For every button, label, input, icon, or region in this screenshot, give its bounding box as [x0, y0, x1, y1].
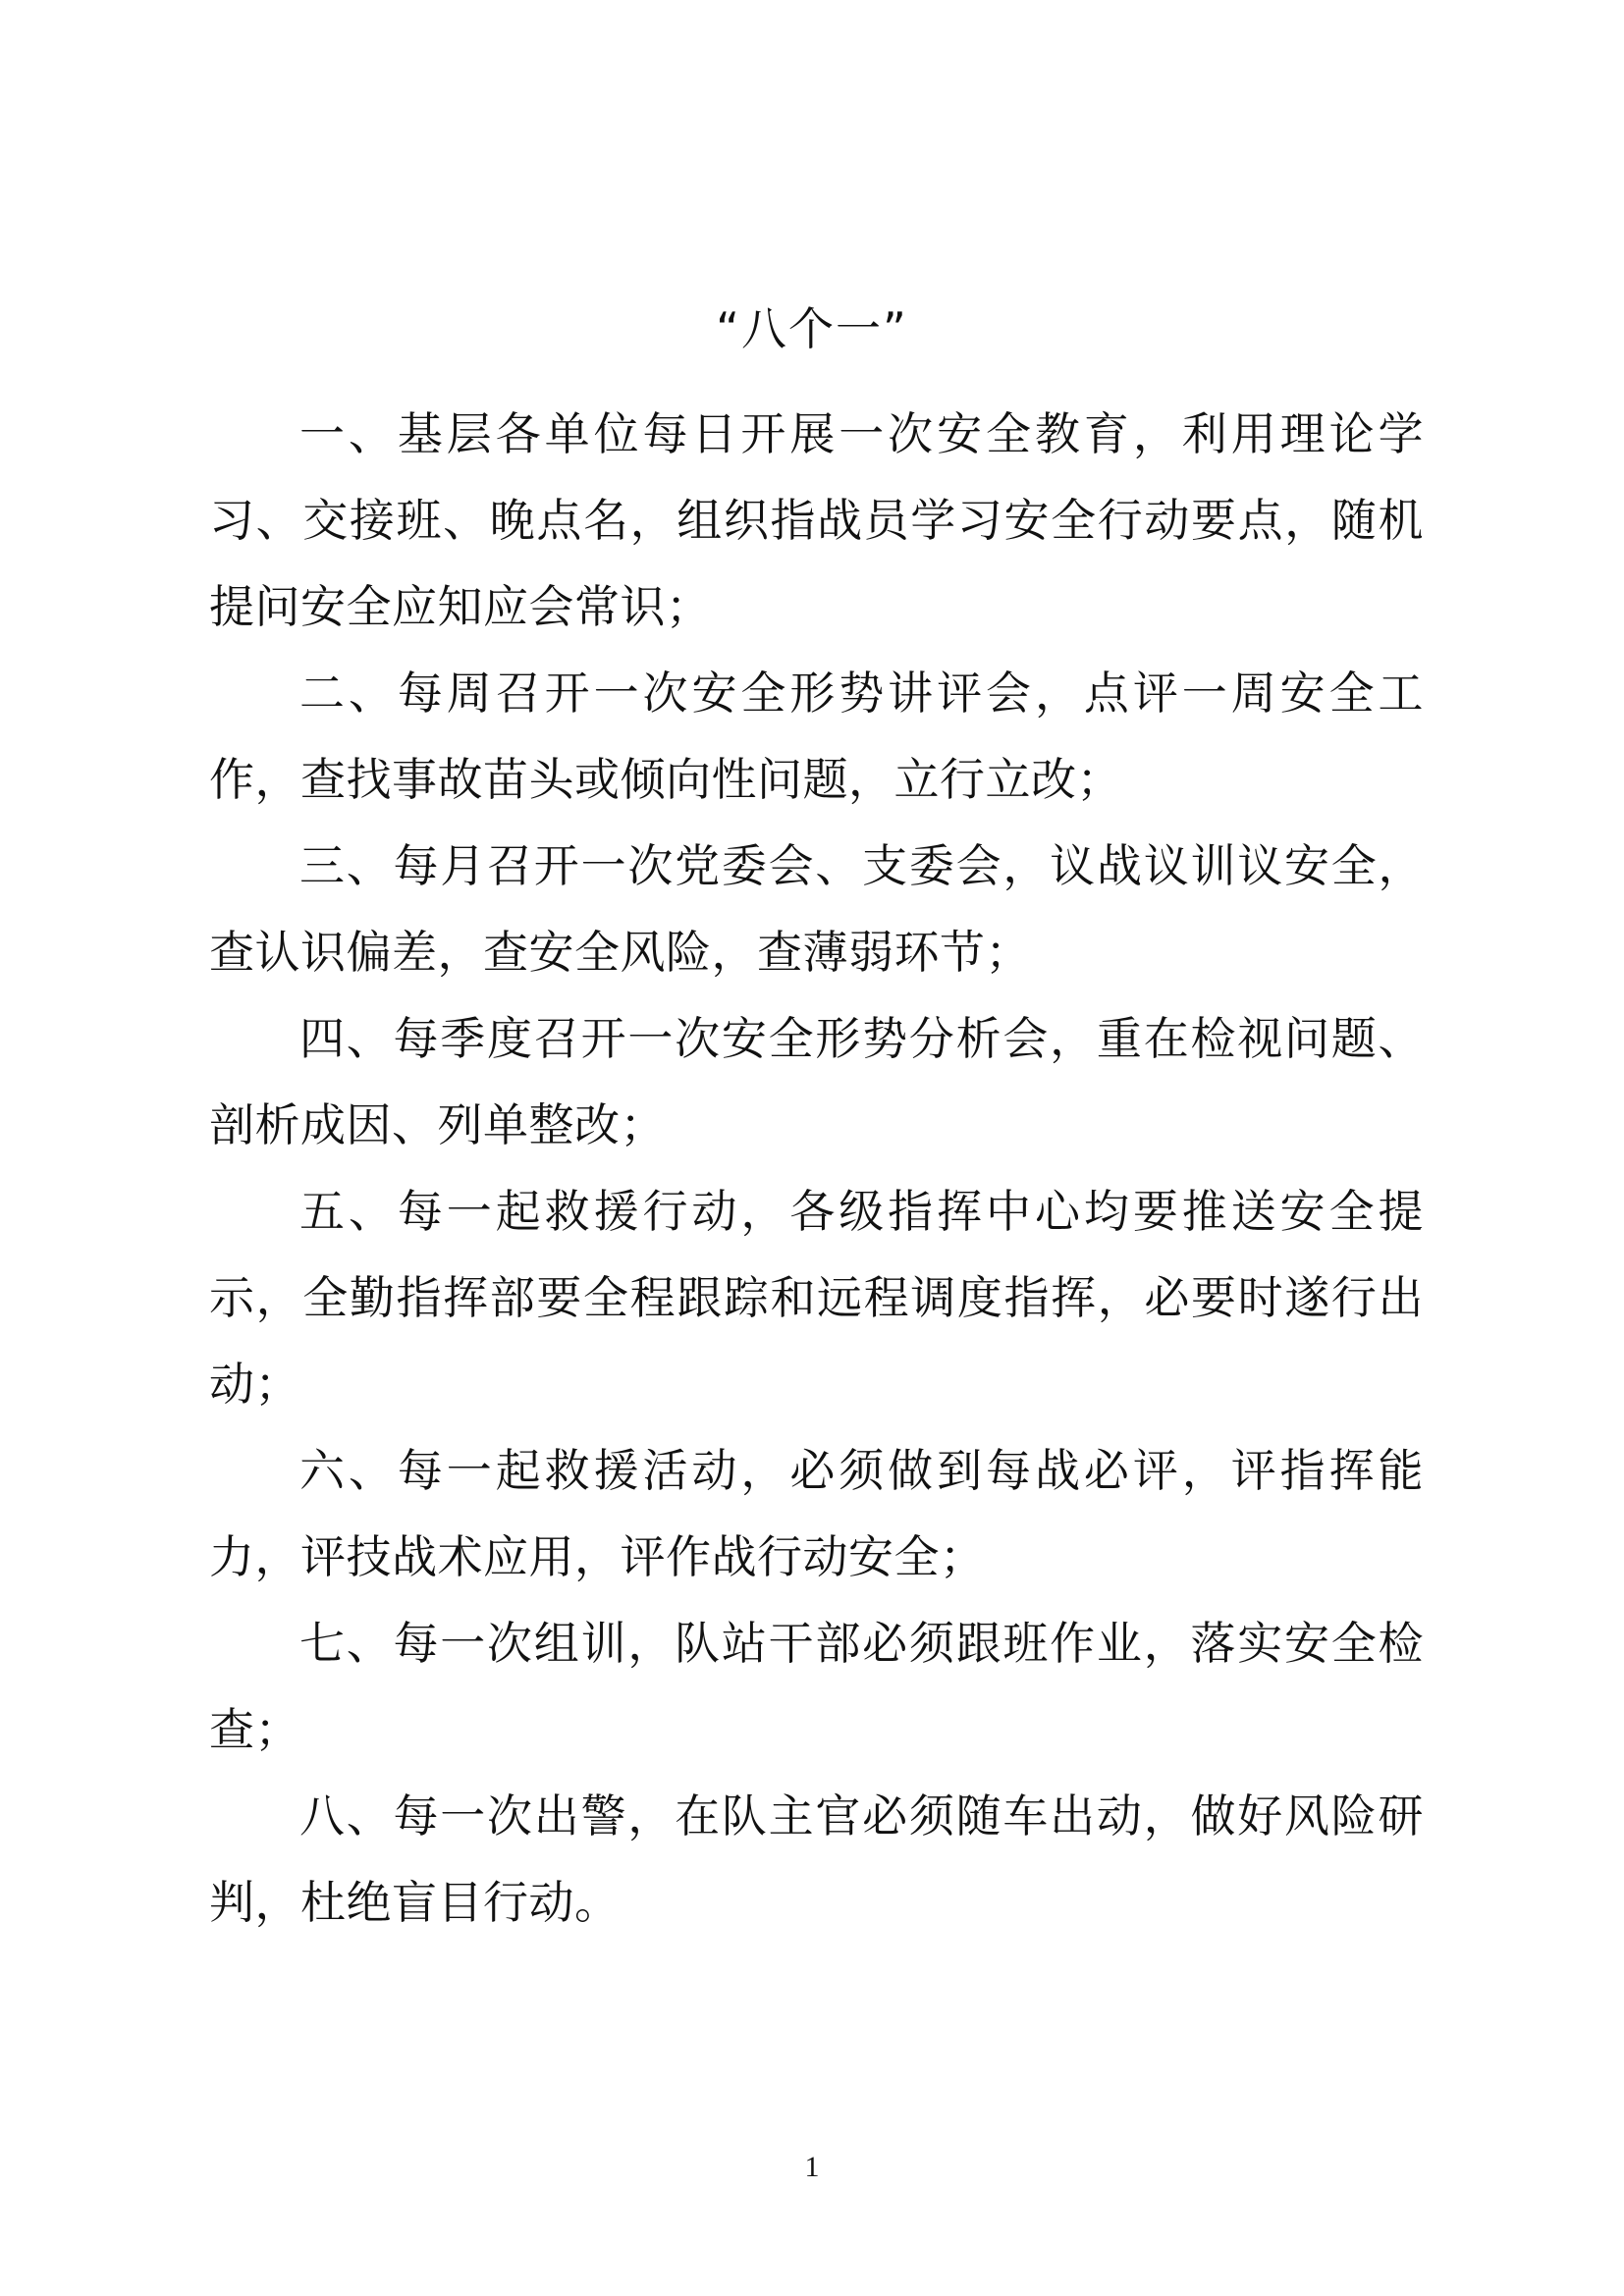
paragraph-7: 七、每一次组训，队站干部必须跟班作业，落实安全检查； [209, 1617, 1424, 1756]
paragraph-3: 三、每月召开一次党委会、支委会，议战议训议安全，查认识偏差，查安全风险，查薄弱环节； [209, 839, 1424, 979]
paragraph-6: 六、每一起救援活动，必须做到每战必评，评指挥能力，评技战术应用，评作战行动安全； [209, 1444, 1424, 1583]
paragraph-5: 五、每一起救援行动，各级指挥中心均要推送安全提示，全勤指挥部要全程跟踪和远程调度指挥，必要时遂行出动； [209, 1185, 1424, 1411]
paragraph-8: 八、每一次出警，在队主官必须随车出动，做好风险研判，杜绝盲目行动。 [209, 1789, 1424, 1929]
paragraph-2: 二、每周召开一次安全形势讲评会，点评一周安全工作，查找事故苗头或倾向性问题，立行立改； [209, 667, 1424, 806]
page-number: 1 [804, 2151, 820, 2183]
document-body [209, 391, 1424, 1946]
paragraph-1: 一、基层各单位每日开展一次安全教育，利用理论学习、交接班、晚点名，组织指战员学习安全行动要点，随机提问安全应知应会常识； [209, 407, 1424, 633]
paragraph-4: 四、每季度召开一次安全形势分析会，重在检视问题、剖析成因、列单整改； [209, 1012, 1424, 1151]
document-title: “八个一” [716, 302, 908, 355]
